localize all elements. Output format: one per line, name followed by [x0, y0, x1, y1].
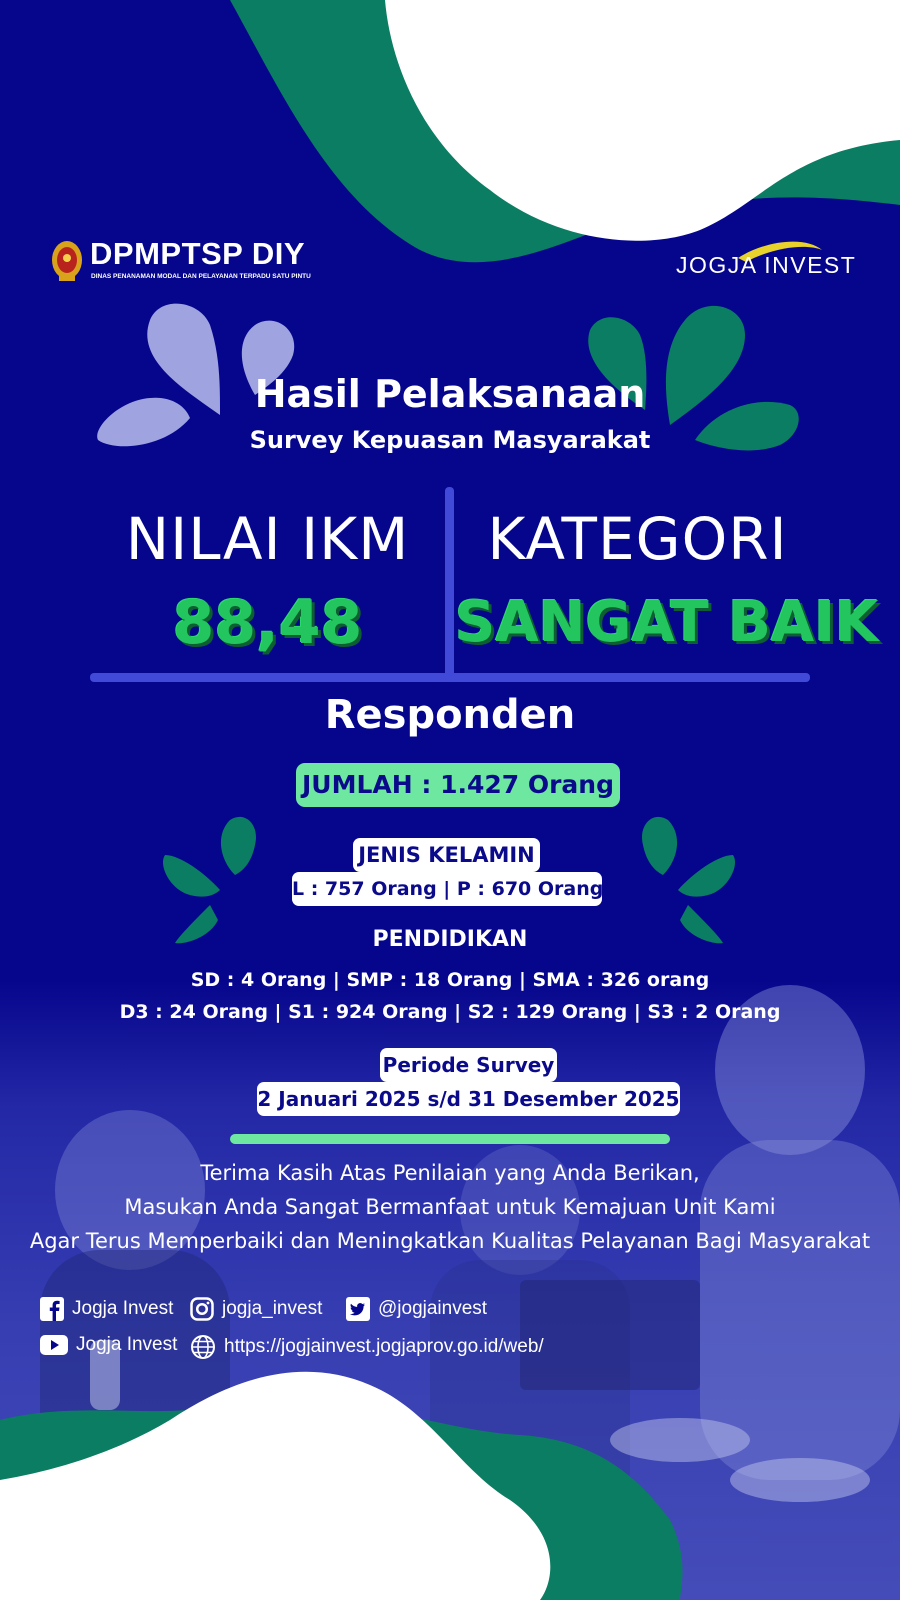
sub-title: Survey Kepuasan Masyarakat — [249, 426, 651, 454]
emblem-icon — [50, 238, 84, 282]
ikm-value: 88,48 — [172, 588, 363, 658]
website-link[interactable] — [190, 1334, 544, 1360]
facebook-label: Jogja Invest — [72, 1298, 174, 1319]
gender-value: L : 757 Orang | P : 670 Orang — [292, 872, 602, 906]
ikm-label: NILAI IKM — [125, 505, 410, 573]
green-divider — [230, 1134, 670, 1144]
kategori-value: SANGAT BAIK — [455, 590, 879, 655]
periode-label: Periode Survey — [380, 1048, 557, 1082]
globe-icon — [190, 1334, 216, 1360]
youtube-link[interactable] — [40, 1334, 177, 1356]
thanks-line-2: Masukan Anda Sangat Bermanfaat untuk Kemajuan Unit Kami — [124, 1195, 776, 1219]
bottom-wave-decoration — [0, 1360, 900, 1600]
pendidikan-line2: D3 : 24 Orang | S1 : 924 Orang | S2 : 129 Orang | S3 : 2 Orang — [119, 1001, 781, 1023]
youtube-icon — [40, 1334, 68, 1356]
gender-label: JENIS KELAMIN — [353, 838, 540, 872]
kategori-label: KATEGORI — [487, 505, 788, 573]
small-drops-left — [160, 815, 260, 945]
small-drops-right — [638, 815, 738, 945]
thanks-line-1: Terima Kasih Atas Penilaian yang Anda Berikan, — [200, 1161, 700, 1185]
periode-value: 2 Januari 2025 s/d 31 Desember 2025 — [257, 1082, 680, 1116]
instagram-label: jogja_invest — [222, 1298, 323, 1319]
instagram-link[interactable] — [190, 1297, 322, 1321]
dpmptsp-subtitle: DINAS PENANAMAN MODAL DAN PELAYANAN TERPADU SATU PINTU — [91, 273, 311, 280]
jumlah-badge: JUMLAH : 1.427 Orang — [296, 763, 620, 807]
twitter-icon — [346, 1297, 370, 1321]
dpmptsp-logo — [50, 238, 340, 284]
thanks-line-3: Agar Terus Memperbaiki dan Meningkatkan Kualitas Pelayanan Bagi Masyarakat — [29, 1229, 871, 1253]
jogja-invest-text: JOGJA INVEST — [676, 252, 857, 278]
facebook-icon — [40, 1297, 64, 1321]
horizontal-divider — [90, 673, 810, 682]
twitter-link[interactable] — [346, 1297, 487, 1321]
pendidikan-line1: SD : 4 Orang | SMP : 18 Orang | SMA : 326 orang — [190, 969, 710, 991]
vertical-divider — [445, 487, 454, 677]
dpmptsp-title: DPMPTSP DIY — [90, 236, 306, 271]
jogja-invest-logo — [670, 236, 860, 282]
youtube-label: Jogja Invest — [76, 1334, 178, 1355]
pendidikan-label: PENDIDIKAN — [372, 927, 528, 952]
twitter-label: @jogjainvest — [378, 1298, 488, 1319]
website-label: https://jogjainvest.jogjaprov.go.id/web/ — [224, 1336, 544, 1357]
instagram-icon — [190, 1297, 214, 1321]
responden-heading: Responden — [324, 692, 576, 738]
facebook-link[interactable] — [40, 1297, 173, 1321]
main-title: Hasil Pelaksanaan — [254, 372, 646, 416]
